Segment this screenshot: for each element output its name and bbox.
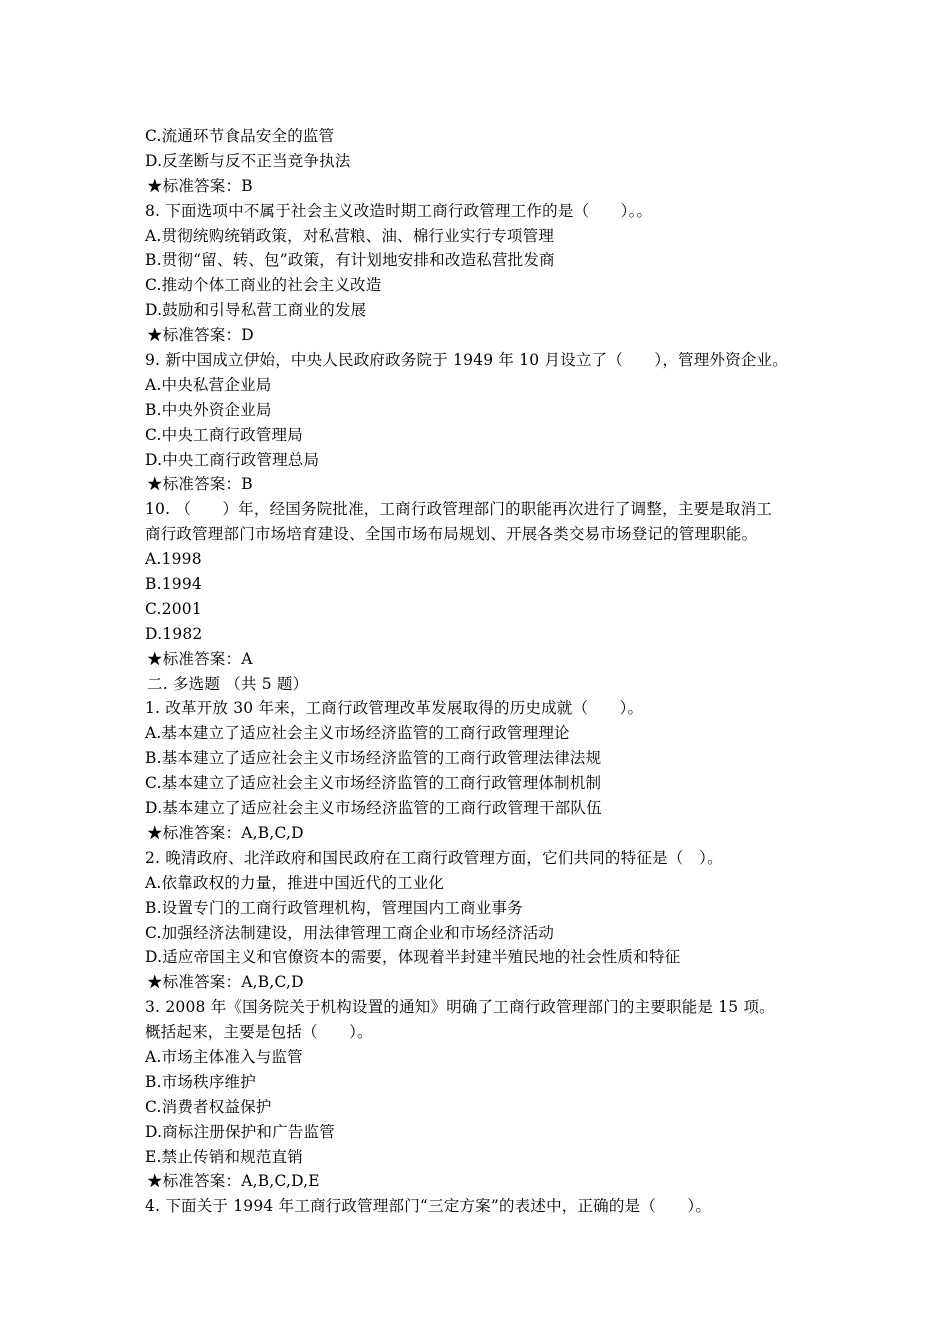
standard-answer: ★标准答案：A,B,C,D — [147, 973, 304, 992]
option-line: D.1982 — [145, 624, 203, 643]
question-text: 3. 2008 年《国务院关于机构设置的通知》明确了工商行政管理部门的主要职能是 15 项。 — [145, 998, 775, 1017]
option-line: C.加强经济法制建设，用法律管理工商企业和市场经济活动 — [145, 923, 555, 942]
question-text: 商行政管理部门市场培育建设、全国市场布局规划、开展各类交易市场登记的管理职能。 — [145, 525, 758, 544]
option-line: B.市场秩序维护 — [145, 1072, 256, 1091]
question-text: 2. 晚清政府、北洋政府和国民政府在工商行政管理方面，它们共同的特征是（ ）。 — [145, 848, 723, 867]
standard-answer: ★标准答案：B — [147, 176, 253, 195]
option-line: D.商标注册保护和广告监管 — [145, 1122, 335, 1141]
option-line: C.中央工商行政管理局 — [145, 425, 303, 444]
option-line: A.中央私营企业局 — [145, 375, 272, 394]
option-line: C.流通环节食品安全的监管 — [145, 127, 335, 145]
option-line: E.禁止传销和规范直销 — [145, 1147, 303, 1166]
standard-answer: ★标准答案：A — [147, 649, 253, 668]
question-text: 概括起来，主要是包括（ ）。 — [145, 1023, 373, 1042]
option-line: B.贯彻“留、转、包”政策，有计划地安排和改造私营批发商 — [145, 251, 555, 270]
option-line: C.基本建立了适应社会主义市场经济监管的工商行政管理体制机制 — [145, 774, 602, 793]
option-line: A.贯彻统购统销政策，对私营粮、油、棉行业实行专项管理 — [145, 226, 555, 245]
question-text: 10. （ ）年，经国务院批准，工商行政管理部门的职能再次进行了调整，主要是取消工 — [145, 500, 772, 519]
option-line: C.推动个体工商业的社会主义改造 — [145, 276, 382, 295]
question-text: 1. 改革开放 30 年来，工商行政管理改革发展取得的历史成就（ ）。 — [145, 699, 644, 718]
option-line: A.基本建立了适应社会主义市场经济监管的工商行政管理理论 — [145, 724, 570, 743]
standard-answer: ★标准答案：A,B,C,D — [147, 823, 304, 842]
question-text: 9. 新中国成立伊始，中央人民政府政务院于 1949 年 10 月设立了（ ），管理外资企业。 — [145, 351, 788, 370]
option-line: A.市场主体准入与监管 — [145, 1047, 303, 1066]
question-list — [145, 124, 815, 1219]
option-line: B.中央外资企业局 — [145, 400, 272, 419]
standard-answer: ★标准答案：D — [147, 326, 254, 345]
option-line: D.鼓励和引导私营工商业的发展 — [145, 301, 367, 320]
question-text: 8. 下面选项中不属于社会主义改造时期工商行政管理工作的是（ ）。。 — [145, 201, 653, 220]
standard-answer: ★标准答案：B — [147, 475, 253, 494]
option-line: B.设置专门的工商行政管理机构，管理国内工商业事务 — [145, 898, 523, 917]
standard-answer: ★标准答案：A,B,C,D,E — [147, 1172, 320, 1191]
option-line: C.2001 — [145, 599, 202, 618]
option-line: A.依靠政权的力量，推进中国近代的工业化 — [145, 873, 445, 892]
question-text: 4. 下面关于 1994 年工商行政管理部门“三定方案”的表述中，正确的是（ ）。 — [145, 1197, 712, 1216]
option-line: D.中央工商行政管理总局 — [145, 450, 320, 469]
option-line: D.反垄断与反不正当竞争执法 — [145, 151, 351, 170]
option-line: C.消费者权益保护 — [145, 1097, 272, 1116]
option-line: A.1998 — [145, 550, 202, 569]
option-line: D.基本建立了适应社会主义市场经济监管的工商行政管理干部队伍 — [145, 799, 602, 818]
option-line: B.1994 — [145, 575, 202, 594]
option-line: D.适应帝国主义和官僚资本的需要，体现着半封建半殖民地的社会性质和特征 — [145, 948, 681, 967]
section-heading: 二. 多选题 （共 5 题） — [147, 674, 309, 693]
option-line: B.基本建立了适应社会主义市场经济监管的工商行政管理法律法规 — [145, 749, 602, 768]
